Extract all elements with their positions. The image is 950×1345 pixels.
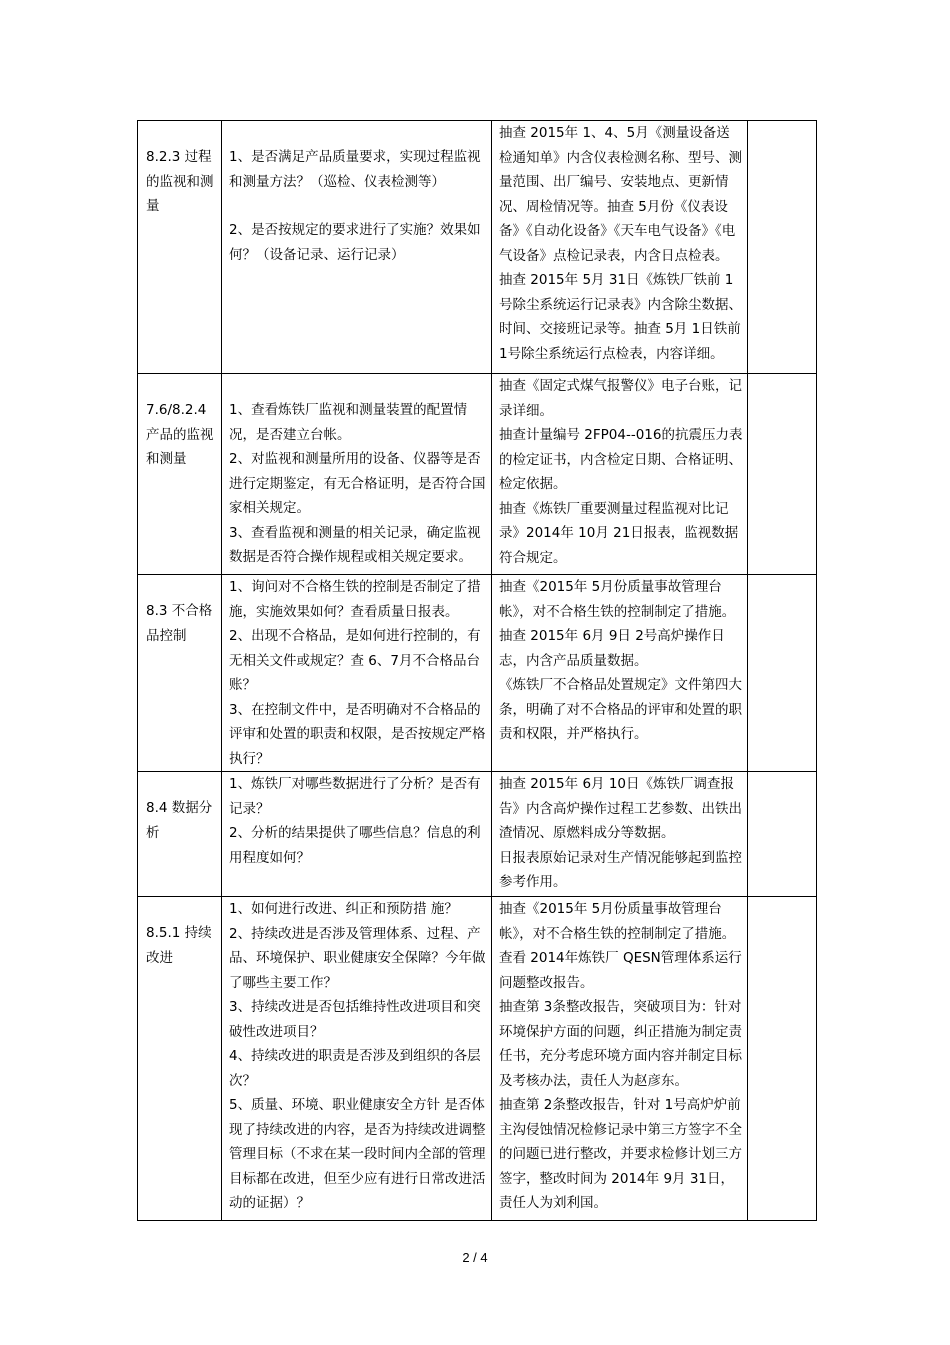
question-cell — [222, 575, 492, 772]
record-cell — [492, 897, 748, 1221]
record-cell — [492, 772, 748, 897]
question-item: 3、持续改进是否包括维持性改进项目和突破性改进项目？ — [229, 999, 481, 1040]
result-cell — [748, 575, 817, 772]
table-row — [138, 121, 817, 374]
result-cell — [748, 897, 817, 1221]
record-item: 抽查《2015年 5月份质量事故管理台帐》，对不合格生铁的控制制定了措施。 — [499, 579, 736, 620]
question-item: 3、查看监视和测量的相关记录，确定监视数据是否符合操作规程或相关规定要求。 — [229, 524, 481, 565]
question-item: 2、持续改进是否涉及管理体系、过程、产品、环境保护、职业健康安全保障？今年做了哪些主要工作？ — [229, 925, 486, 991]
question-item: 3、在控制文件中，是否明确对不合格品的评审和处置的职责和权限，是否按规定严格执行？ — [229, 701, 486, 767]
clause-label: 7.6/8.2.4产品的监视和测量 — [146, 402, 214, 467]
question-cell — [222, 772, 492, 897]
clause-cell — [138, 121, 222, 374]
record-item: 《炼铁厂不合格品处置规定》文件第四大条，明确了对不合格品的评审和处置的职责和权限，并严格执行。 — [499, 677, 742, 742]
question-item: 4、持续改进的职责是否涉及到组织的各层次？ — [229, 1048, 481, 1089]
question-item: 1、是否满足产品质量要求，实现过程监视和测量方法？（巡检、仪表检测等） — [229, 149, 481, 190]
table-row — [138, 772, 817, 897]
result-cell — [748, 374, 817, 575]
table-row — [138, 897, 817, 1221]
record-item: 抽查《炼铁厂重要测量过程监视对比记录》2014年 10月 21日报表，监视数据符合规定。 — [499, 500, 739, 566]
page-number: 2 / 4 — [462, 1250, 488, 1265]
record-cell — [492, 121, 748, 374]
record-cell — [492, 374, 748, 575]
record-item: 抽查《2015年 5月份质量事故管理台帐》，对不合格生铁的控制制定了措施。 — [499, 901, 736, 942]
question-item: 2、是否按规定的要求进行了实施？效果如何？（设备记录、运行记录） — [229, 222, 481, 263]
record-cell — [492, 575, 748, 772]
clause-cell — [138, 897, 222, 1221]
record-item: 抽查计量编号 2FP04--016的抗震压力表的检定证书，内含检定日期、合格证明、检定依据。 — [499, 427, 743, 492]
clause-cell — [138, 575, 222, 772]
question-item: 1、询问对不合格生铁的控制是否制定了措施，实施效果如何？查看质量日报表。 — [229, 579, 481, 620]
record-item: 抽查第 2条整改报告，针对 1号高炉炉前主沟侵蚀情况检修记录中第三方签字不全的问题已进行整改，并要求检修计划三方签字，整改时间为 2014年 9月 31日，责任人为刘利国。 — [499, 1097, 742, 1211]
record-item: 抽查 2015年 5月 31日《炼铁厂铁前 1号除尘系统运行记录表》内含除尘数据、时间、交接班记录等。抽查 5月 1日铁前 1号除尘系统运行点检表，内容详细。 — [499, 272, 742, 362]
record-item: 抽查《固定式煤气报警仪》电子台账，记录详细。 — [499, 378, 742, 419]
record-item: 抽查 2015年 6月 10日《炼铁厂调查报告》内含高炉操作过程工艺参数、出铁出渣情况、原燃料成分等数据。 — [499, 776, 742, 841]
record-item: 抽查 2015年 1、4、5月《测量设备送检通知单》内含仪表检测名称、型号、测量范围、出厂编号、安装地点、更新情况、周检情况等。抽查 5月份《仪表设备》《自动化设备》《天车电气设备》《电气设备》点检记录表，内含日点检表。 — [499, 125, 742, 264]
question-cell — [222, 121, 492, 374]
question-item: 1、炼铁厂对哪些数据进行了分析？是否有记录？ — [229, 776, 481, 817]
audit-checklist-table — [137, 120, 817, 1221]
record-item: 查看 2014年炼铁厂 QESN管理体系运行问题整改报告。 — [499, 950, 742, 991]
clause-label: 8.3 不合格品控制 — [146, 603, 213, 644]
question-item: 2、出现不合格品，是如何进行控制的，有无相关文件或规定？查 6、7月不合格品台账？ — [229, 628, 481, 693]
question-item: 5、质量、环境、职业健康安全方针 是否体现了持续改进的内容，是否为持续改进调整管理目标（不求在某一段时间内全部的管理目标都在改进，但至少应有进行日常改进活动的证据）？ — [229, 1097, 486, 1211]
record-item: 日报表原始记录对生产情况能够起到监控参考作用。 — [499, 849, 742, 890]
clause-label: 8.5.1 持续改进 — [146, 925, 212, 966]
question-item: 2、分析的结果提供了哪些信息？信息的利用程度如何？ — [229, 825, 481, 866]
question-item: 1、查看炼铁厂监视和测量装置的配置情况，是否建立台帐。 — [229, 402, 468, 443]
question-item: 2、对监视和测量所用的设备、仪器等是否进行定期鉴定，有无合格证明，是否符合国家相关规定。 — [229, 451, 486, 516]
table-row — [138, 374, 817, 575]
question-item: 1、如何进行改进、纠正和预防措 施？ — [229, 901, 458, 917]
question-cell — [222, 897, 492, 1221]
result-cell — [748, 121, 817, 374]
clause-cell — [138, 772, 222, 897]
record-item: 抽查第 3条整改报告，突破项目为：针对环境保护方面的问题，纠正措施为制定责任书，充分考虑环境方面内容并制定目标及考核办法，责任人为赵彦东。 — [499, 999, 742, 1089]
result-cell — [748, 772, 817, 897]
record-item: 抽查 2015年 6月 9日 2号高炉操作日志，内含产品质量数据。 — [499, 628, 725, 669]
clause-cell — [138, 374, 222, 575]
table-row — [138, 575, 817, 772]
clause-label: 8.4 数据分析 — [146, 800, 213, 841]
question-cell — [222, 374, 492, 575]
clause-label: 8.2.3 过程的监视和测量 — [146, 149, 214, 214]
